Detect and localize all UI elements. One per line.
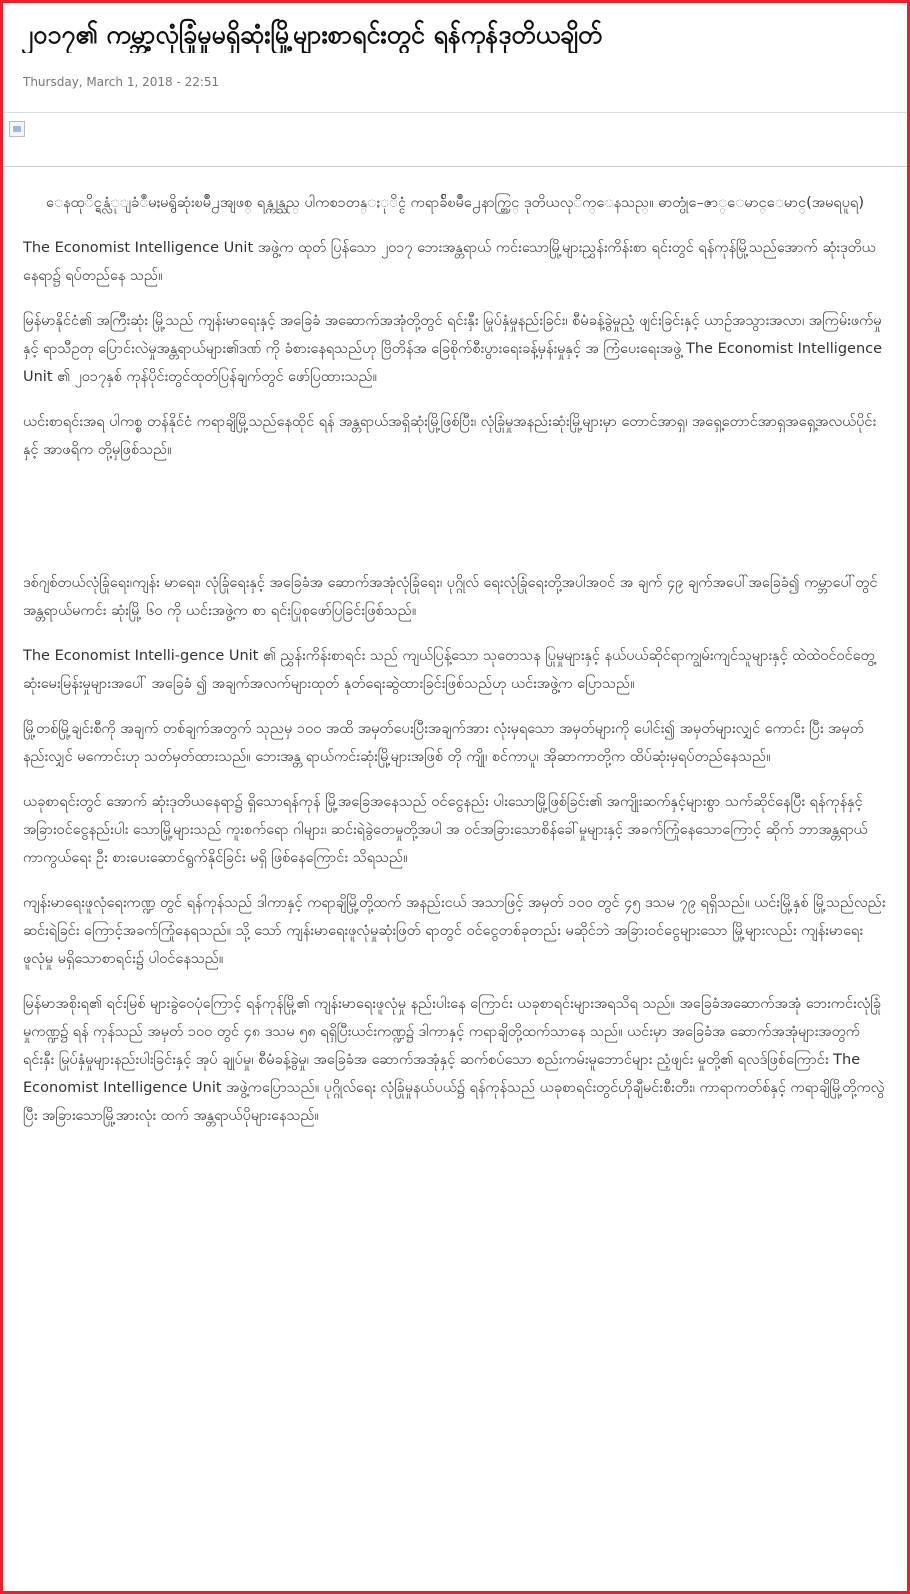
paragraph: မြန်မာအစိုးရ၏ ရင်းမြစ် များခွဲဝေပုံကြောင့် ရန်ကုန်မြို့၏ ကျန်းမာရေးဖူလုံမှု နည်းပါးနေ ကြောင်း ယခုစာရင်းများအရသိရ သည်။ အခြေခံအဆောက်အအုံ ဘေးကင်းလုံခြုံမှုကဏ္ဍ၌ ရန် ကုန်သည် အမှတ် ၁၀၀ တွင် ၄၈ ဒသမ ၅၈ ရရှိပြီးယင်းကဏ္ဍ၌ ဒါကာနှင့် ကရာချိတို့ထက်သာနေ သည်။ ယင်းမှာ အခြေခံအ ဆောက်အအုံများအတွက် ရင်းနှီး မြုပ်နှံမှုများနည်းပါးခြင်းနှင့် အုပ် ချုပ်မှု၊ စီမံခန့်ခွဲမှု၊ အခြေခံအ ဆောက်အအုံနှင့် ဆက်စပ်သော စည်းကမ်းမူဘောင်များ ညံ့ဖျင်း မှုတို့၏ ရလဒ်ဖြစ်ကြောင်း The Economist Intelligence Unit အဖွဲ့ကပြောသည်။ ပုဂ္ဂိုလ်ရေး လုံခြုံမှုနယ်ပယ်၌ ရန်ကုန်သည် ယခုစာရင်းတွင်ဟိုချီမင်းစီးတီး၊ ကာရာကတ်စ်နှင့် ကရာချိမြို့တို့ကလွဲပြီး အခြားသောမြို့အားလုံး ထက် အန္တရာယ်ပိုများနေသည်။ [23,996,885,1124]
blank-space [23,481,887,569]
article-date: Thursday, March 1, 2018 - 22:51 [23,75,220,89]
paragraph: ယခုစာရင်းတွင် အောက် ဆုံးဒုတိယနေရာ၌ ရှိသောရန်ကုန် မြို့အခြေအနေသည် ဝင်ငွေနည်း ပါးသောမြို့ဖြစ်ခြင်း၏ အကျိုးဆက်နှင့်များစွာ သက်ဆိုင်နေပြီး ရန်ကုန်နှင့် အခြားဝင်ငွေနည်းပါး သောမြို့များသည် ကူးစက်ရော ဂါများ၊ ဆင်းရဲခွဲတေမှုတို့အပါ အ ဝင်အခြားသောစိန်ခေါ်မှုများနှင့် အခက်ကြုံနေသောကြောင့် ဆိုက် ဘာအန္တရာယ်ကာကွယ်ရေး ဦး စားပေးဆောင်ရွက်နိုင်ခြင်း မရှိ ဖြစ်နေကြောင်း သိရသည်။ [23,794,868,866]
paragraph: ကျန်းမာရေးဖူလုံရေးကဏ္ဍ တွင် ရန်ကုန်သည် ဒါကာနှင့် ကရာချိမြို့တို့ထက် အနည်းငယ် အသာဖြင့် အမှတ် ၁၀၀ တွင် ၄၅ ဒသမ ၇၉ ရရှိသည်။ ယင်းမြို့နှစ် မြို့သည်လည်း ဆင်းရဲခြင်း ကြောင့်အခက်ကြုံနေရသည်။ သို့ သော် ကျန်းမာရေးဖူလုံမှုဆုံးဖြတ် ရာတွင် ဝင်ငွေတစ်ခုတည်း မဆိုင်ဘဲ အခြားဝင်ငွေများသော မြို့များလည်း ကျန်းမာရေးဖူလုံမှု မရှိသောစာရင်း၌ ပါဝင်နေသည်။ [23,895,886,967]
divider [3,112,907,113]
article-title: ၂၀၁၇၏ ကမ္ဘာ့လုံခြုံမှုမရှိဆုံးမြို့များစာရင်းတွင် ရန်ကုန်ဒုတိယချိတ် [21,20,603,49]
paragraph: မြန်မာနိုင်ငံ၏ အကြီးဆုံး မြို့သည် ကျန်းမာရေးနှင့် အခြေခံ အဆောက်အအုံတို့တွင် ရင်းနှီး မြုပ်နှံမှုနည်းခြင်း၊ စီမံခန့်ခွဲမှုညံ့ ဖျင်းခြင်းနှင့် ယာဉ်အသွားအလာ၊ အကြမ်းဖက်မှုနှင့် ရာသီဥတု ပြောင်းလဲမှုအန္တရာယ်များ၏ဒဏ် ကို ခံစားနေရသည်ဟု ဗြိတိန်အ ခြေစိုက်စီးပွားရေးခန့်မှန်းမှုနှင့် အ ကြံပေးရေးအဖွဲ့ The Economist Intelligence Unit ၏ ၂၀၁၇နှစ် ကုန်ပိုင်းတွင်ထုတ်ပြန်ချက်တွင် ဖော်ပြထားသည်။ [23,313,883,385]
broken-image-icon [9,121,25,137]
photo-caption: ေနထုိင္ရန္လံုျခံဳမႈမရွိဆုံးၿမိဳ႕အျဖစ္ ရန္ကုန္သည္ ပါကစၥတန္ႏုိင္ငံ ကရာခ်ိၿမိဳ႕ေနာက္တြင္ ဒုတိယလုိက္ေနသည္။ ဓာတ္ပုံ-ေဇာ္ေမာင္ေမာင္(အမရပူရ) [45,195,864,211]
paragraph: ဒစ်ဂျစ်တယ်လုံခြုံရေး၊ကျန်း မာရေး၊ လုံခြုံရေးနှင့် အခြေခံအ ဆောက်အအုံလုံခြုံရေး၊ ပုဂ္ဂိုလ် ရေးလုံခြုံရေးတို့အပါအဝင် အ ချက် ၄၉ ချက်အပေါ်အခြေခံ၍ ကမ္ဘာပေါ်တွင် အန္တရာယ်မကင်း ဆုံးမြို့ ၆၀ ကို ယင်းအဖွဲ့က စာ ရင်းပြုစုဖော်ပြခြင်းဖြစ်သည်။ [23,575,878,619]
paragraph: The Economist Intelligence Unit အဖွဲ့က ထုတ် ပြန်သော ၂၀၁၇ ဘေးအန္တရာယ် ကင်းသောမြို့များညွှန်းကိန်းစာ ရင်းတွင် ရန်ကုန်မြို့သည်အောက် ဆုံးဒုတိယနေရာ၌ ရပ်တည်နေ သည်။ [23,240,876,284]
article-body [23,189,887,1147]
paragraph: ယင်းစာရင်းအရ ပါကစ္စ တန်နိုင်ငံ ကရာချိမြို့သည်နေထိုင် ရန် အန္တရာယ်အရှိဆုံးမြို့ဖြစ်ပြီး၊ လုံခြုံမှုအနည်းဆုံးမြို့များမှာ တောင်အာရှ၊ အရှေ့တောင်အာရှအရှေ့အလယ်ပိုင်းနှင့် အာဖရိက တို့မှဖြစ်သည်။ [23,414,877,458]
paragraph: The Economist Intelli-gence Unit ၏ ညွှန်းကိန်းစာရင်း သည် ကျယ်ပြန့်သော သုတေသန ပြုမှုများနှင့် နယ်ပယ်ဆိုင်ရာကျွမ်းကျင်သူများနှင့် ထဲထဲဝင်ဝင်တွေ့ ဆုံးမေးမြန်းမှုများအပေါ် အခြေခံ ၍ အချက်အလက်များထုတ် နုတ်ရေးဆွဲထားခြင်းဖြစ်သည်ဟု ယင်းအဖွဲ့က ပြောသည်။ [23,648,875,692]
paragraph: မြို့တစ်မြို့ချင်းစီကို အချက် တစ်ချက်အတွက် သုညမှ ၁၀၀ အထိ အမှတ်ပေးပြီးအချက်အား လုံးမှရသော အမှတ်များကို ပေါင်း၍ အမှတ်များလျှင် ကောင်း ပြီး အမှတ်နည်းလျှင် မကောင်းဟု သတ်မှတ်ထားသည်။ ဘေးအန္တ ရာယ်ကင်းဆုံးမြို့များအဖြစ် တို ကျို၊ စင်ကာပူ၊ အိုဆာကာတို့က ထိပ်ဆုံးမှရပ်တည်နေသည်။ [23,721,864,765]
divider [3,166,907,167]
